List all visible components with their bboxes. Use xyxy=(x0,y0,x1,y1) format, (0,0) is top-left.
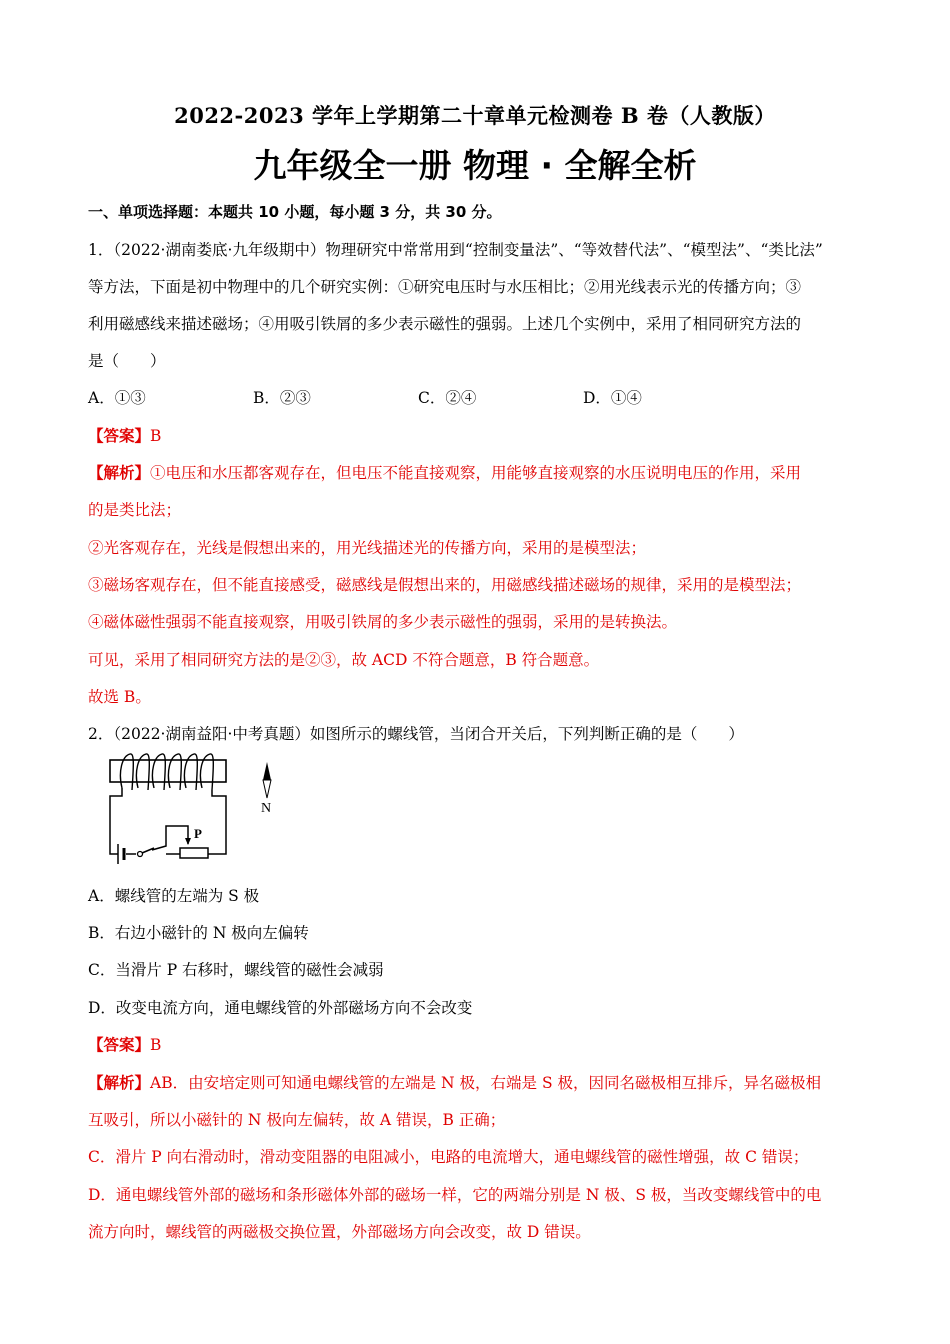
slider-label: P xyxy=(194,826,202,841)
q1-stem-line-2: 等方法，下面是初中物理中的几个研究实例：①研究电压时与水压相比；②用光线表示光的传播方向；③ xyxy=(88,278,802,296)
q1-option-b: B．②③ xyxy=(253,389,311,407)
analysis-text: AB．由安培定则可知通电螺线管的左端是 N 极，右端是 S 极，因同名磁极相互排斥，异名磁极相 xyxy=(150,1074,821,1092)
q2-stem: 2．（2022·湖南益阳·中考真题）如图所示的螺线管，当闭合开关后，下列判断正确的是（ ） xyxy=(88,725,744,743)
q1-analysis-line-1 xyxy=(88,461,878,483)
section-heading: 一、单项选择题：本题共 10 小题，每小题 3 分，共 30 分。 xyxy=(88,203,502,221)
q1-analysis-line-4: ③磁场客观存在，但不能直接感受，磁感线是假想出来的，用磁感线描述磁场的规律，采用的是模型法； xyxy=(88,576,802,594)
compass-needle-top xyxy=(263,762,271,780)
switch-contact xyxy=(138,852,143,857)
q1-analysis-line-7: 故选 B。 xyxy=(88,688,151,706)
solenoid-circuit-diagram xyxy=(108,752,298,868)
analysis-tag: 【解析】 xyxy=(88,1073,151,1092)
q1-analysis-line-6: 可见，采用了相同研究方法的是②③，故 ACD 不符合题意，B 符合题意。 xyxy=(88,651,600,669)
q2-option-d: D．改变电流方向，通电螺线管的外部磁场方向不会改变 xyxy=(88,999,473,1017)
q1-analysis-line-5: ④磁体磁性强弱不能直接观察，用吸引铁屑的多少表示磁性的强弱，采用的是转换法。 xyxy=(88,613,678,631)
answer-tag: 【答案】 xyxy=(88,426,151,445)
q1-analysis-line-2: 的是类比法； xyxy=(88,501,182,519)
q1-option-a: A．①③ xyxy=(88,389,146,407)
q1-option-c: C．②④ xyxy=(418,389,477,407)
answer-value: B xyxy=(150,427,162,445)
answer-tag: 【答案】 xyxy=(88,1035,151,1054)
q2-analysis-line-3: C．滑片 P 向右滑动时，滑动变阻器的电阻减小，电路的电流增大，通电螺线管的磁性增强，故 C 错误； xyxy=(88,1148,809,1166)
q2-analysis-line-5: 流方向时，螺线管的两磁极交换位置，外部磁场方向会改变，故 D 错误。 xyxy=(88,1223,591,1241)
q2-option-a: A．螺线管的左端为 S 极 xyxy=(88,887,260,905)
q1-stem-line-1: 1．（2022·湖南娄底·九年级期中）物理研究中常常用到“控制变量法”、“等效替代法”、“模型法”、“类比法” xyxy=(88,241,823,259)
q1-stem-line-3: 利用磁感线来描述磁场；④用吸引铁屑的多少表示磁性的强弱。上述几个实例中，采用了相同研究方法的 xyxy=(88,315,802,333)
q1-analysis-line-3: ②光客观存在，光线是假想出来的，用光线描述光的传播方向，采用的是模型法； xyxy=(88,539,647,557)
document-subtitle: 九年级全一册 物理 · 全解全析 xyxy=(253,146,697,185)
q2-answer xyxy=(88,1033,878,1055)
q2-option-c: C．当滑片 P 右移时，螺线管的磁性会减弱 xyxy=(88,961,384,979)
q2-option-b: B．右边小磁针的 N 极向左偏转 xyxy=(88,924,309,942)
q1-option-d: D．①④ xyxy=(583,389,642,407)
q2-analysis-line-4: D．通电螺线管外部的磁场和条形磁体外部的磁场一样，它的两端分别是 N 极、S 极，当改变螺线管中的电 xyxy=(88,1186,822,1204)
rheostat xyxy=(180,848,208,858)
q1-stem-line-4: 是（ ） xyxy=(88,352,166,370)
compass-n-label: N xyxy=(261,801,272,816)
analysis-text: ①电压和水压都客观存在，但电压不能直接观察，用能够直接观察的水压说明电压的作用，采用 xyxy=(150,464,802,482)
q2-analysis-line-1 xyxy=(88,1071,878,1093)
answer-value: B xyxy=(150,1036,162,1054)
analysis-tag: 【解析】 xyxy=(88,463,151,482)
document-title: 2022-2023 学年上学期第二十章单元检测卷 B 卷（人教版） xyxy=(174,103,776,128)
compass-needle-bottom xyxy=(263,780,271,798)
q2-analysis-line-2: 互吸引，所以小磁针的 N 极向左偏转，故 A 错误，B 正确； xyxy=(88,1111,506,1129)
circuit-wires xyxy=(110,788,226,854)
q1-answer xyxy=(88,424,878,446)
